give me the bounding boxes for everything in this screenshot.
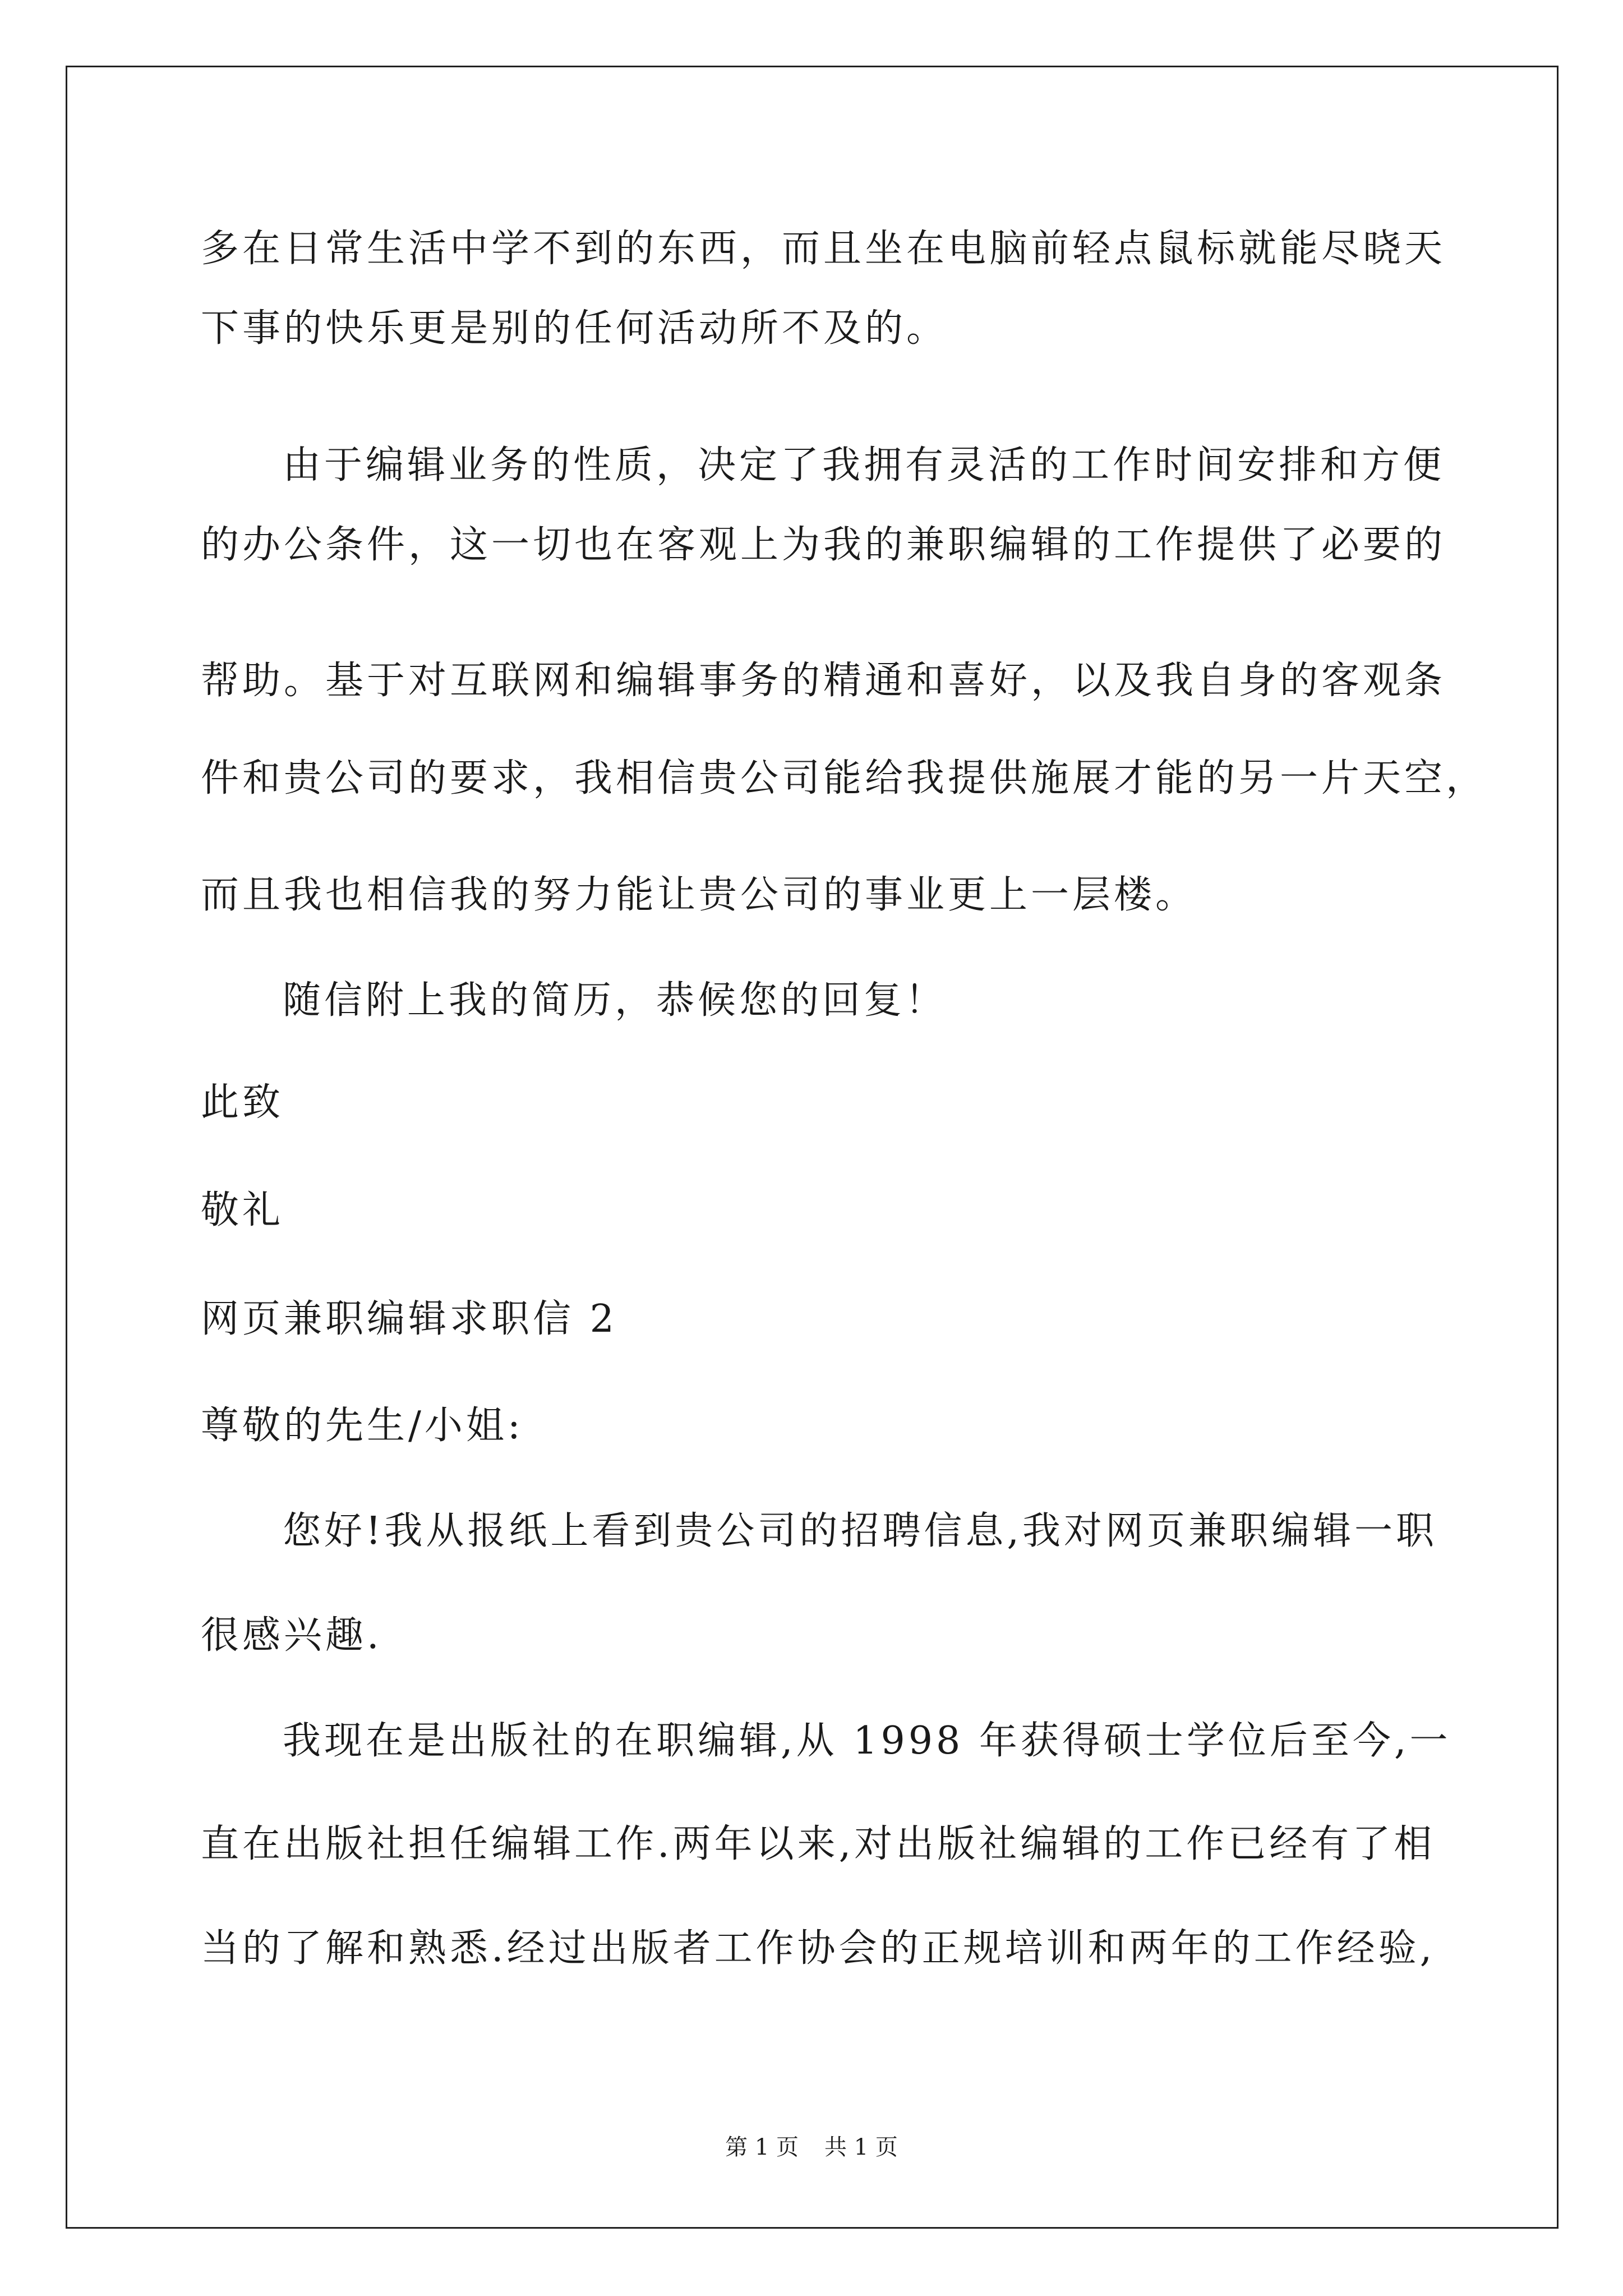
paragraph-line: 直在出版社担任编辑工作.两年以来,对出版社编辑的工作已经有了相 — [201, 1822, 1436, 1866]
page-number: 第 1 页 — [725, 2134, 799, 2160]
paragraph-line: 下事的快乐更是别的任何活动所不及的。 — [201, 306, 948, 351]
paragraph-line: 很感兴趣. — [201, 1613, 382, 1658]
page-footer — [0, 2136, 1623, 2159]
paragraph-line: 件和贵公司的要求，我相信贵公司能给我提供施展才能的另一片天空， — [201, 756, 1488, 800]
paragraph-line: 由于编辑业务的性质，决定了我拥有灵活的工作时间安排和方便 — [283, 443, 1445, 487]
page-total: 共 1 页 — [824, 2134, 898, 2160]
paragraph-line: 当的了解和熟悉.经过出版者工作协会的正规培训和两年的工作经验, — [201, 1926, 1436, 1971]
paragraph-line: 您好!我从报纸上看到贵公司的招聘信息,我对网页兼职编辑一职 — [283, 1509, 1437, 1553]
salutation: 尊敬的先生/小姐: — [201, 1404, 524, 1448]
section-title: 网页兼职编辑求职信 2 — [201, 1297, 617, 1341]
closing-line: 此致 — [201, 1080, 284, 1125]
paragraph-line: 随信附上我的简历，恭候您的回复！ — [283, 978, 947, 1023]
closing-line: 敬礼 — [201, 1188, 284, 1232]
page-border — [66, 66, 1559, 2229]
paragraph-line: 而且我也相信我的努力能让贵公司的事业更上一层楼。 — [201, 873, 1197, 917]
paragraph-line: 帮助。基于对互联网和编辑事务的精通和喜好，以及我自身的客观条 — [201, 659, 1446, 703]
paragraph-line: 的办公条件，这一切也在客观上为我的兼职编辑的工作提供了必要的 — [201, 523, 1446, 567]
paragraph-line: 我现在是出版社的在职编辑,从 1998 年获得硕士学位后至今,一 — [283, 1719, 1451, 1763]
paragraph-line: 多在日常生活中学不到的东西，而且坐在电脑前轻点鼠标就能尽晓天 — [201, 227, 1446, 271]
